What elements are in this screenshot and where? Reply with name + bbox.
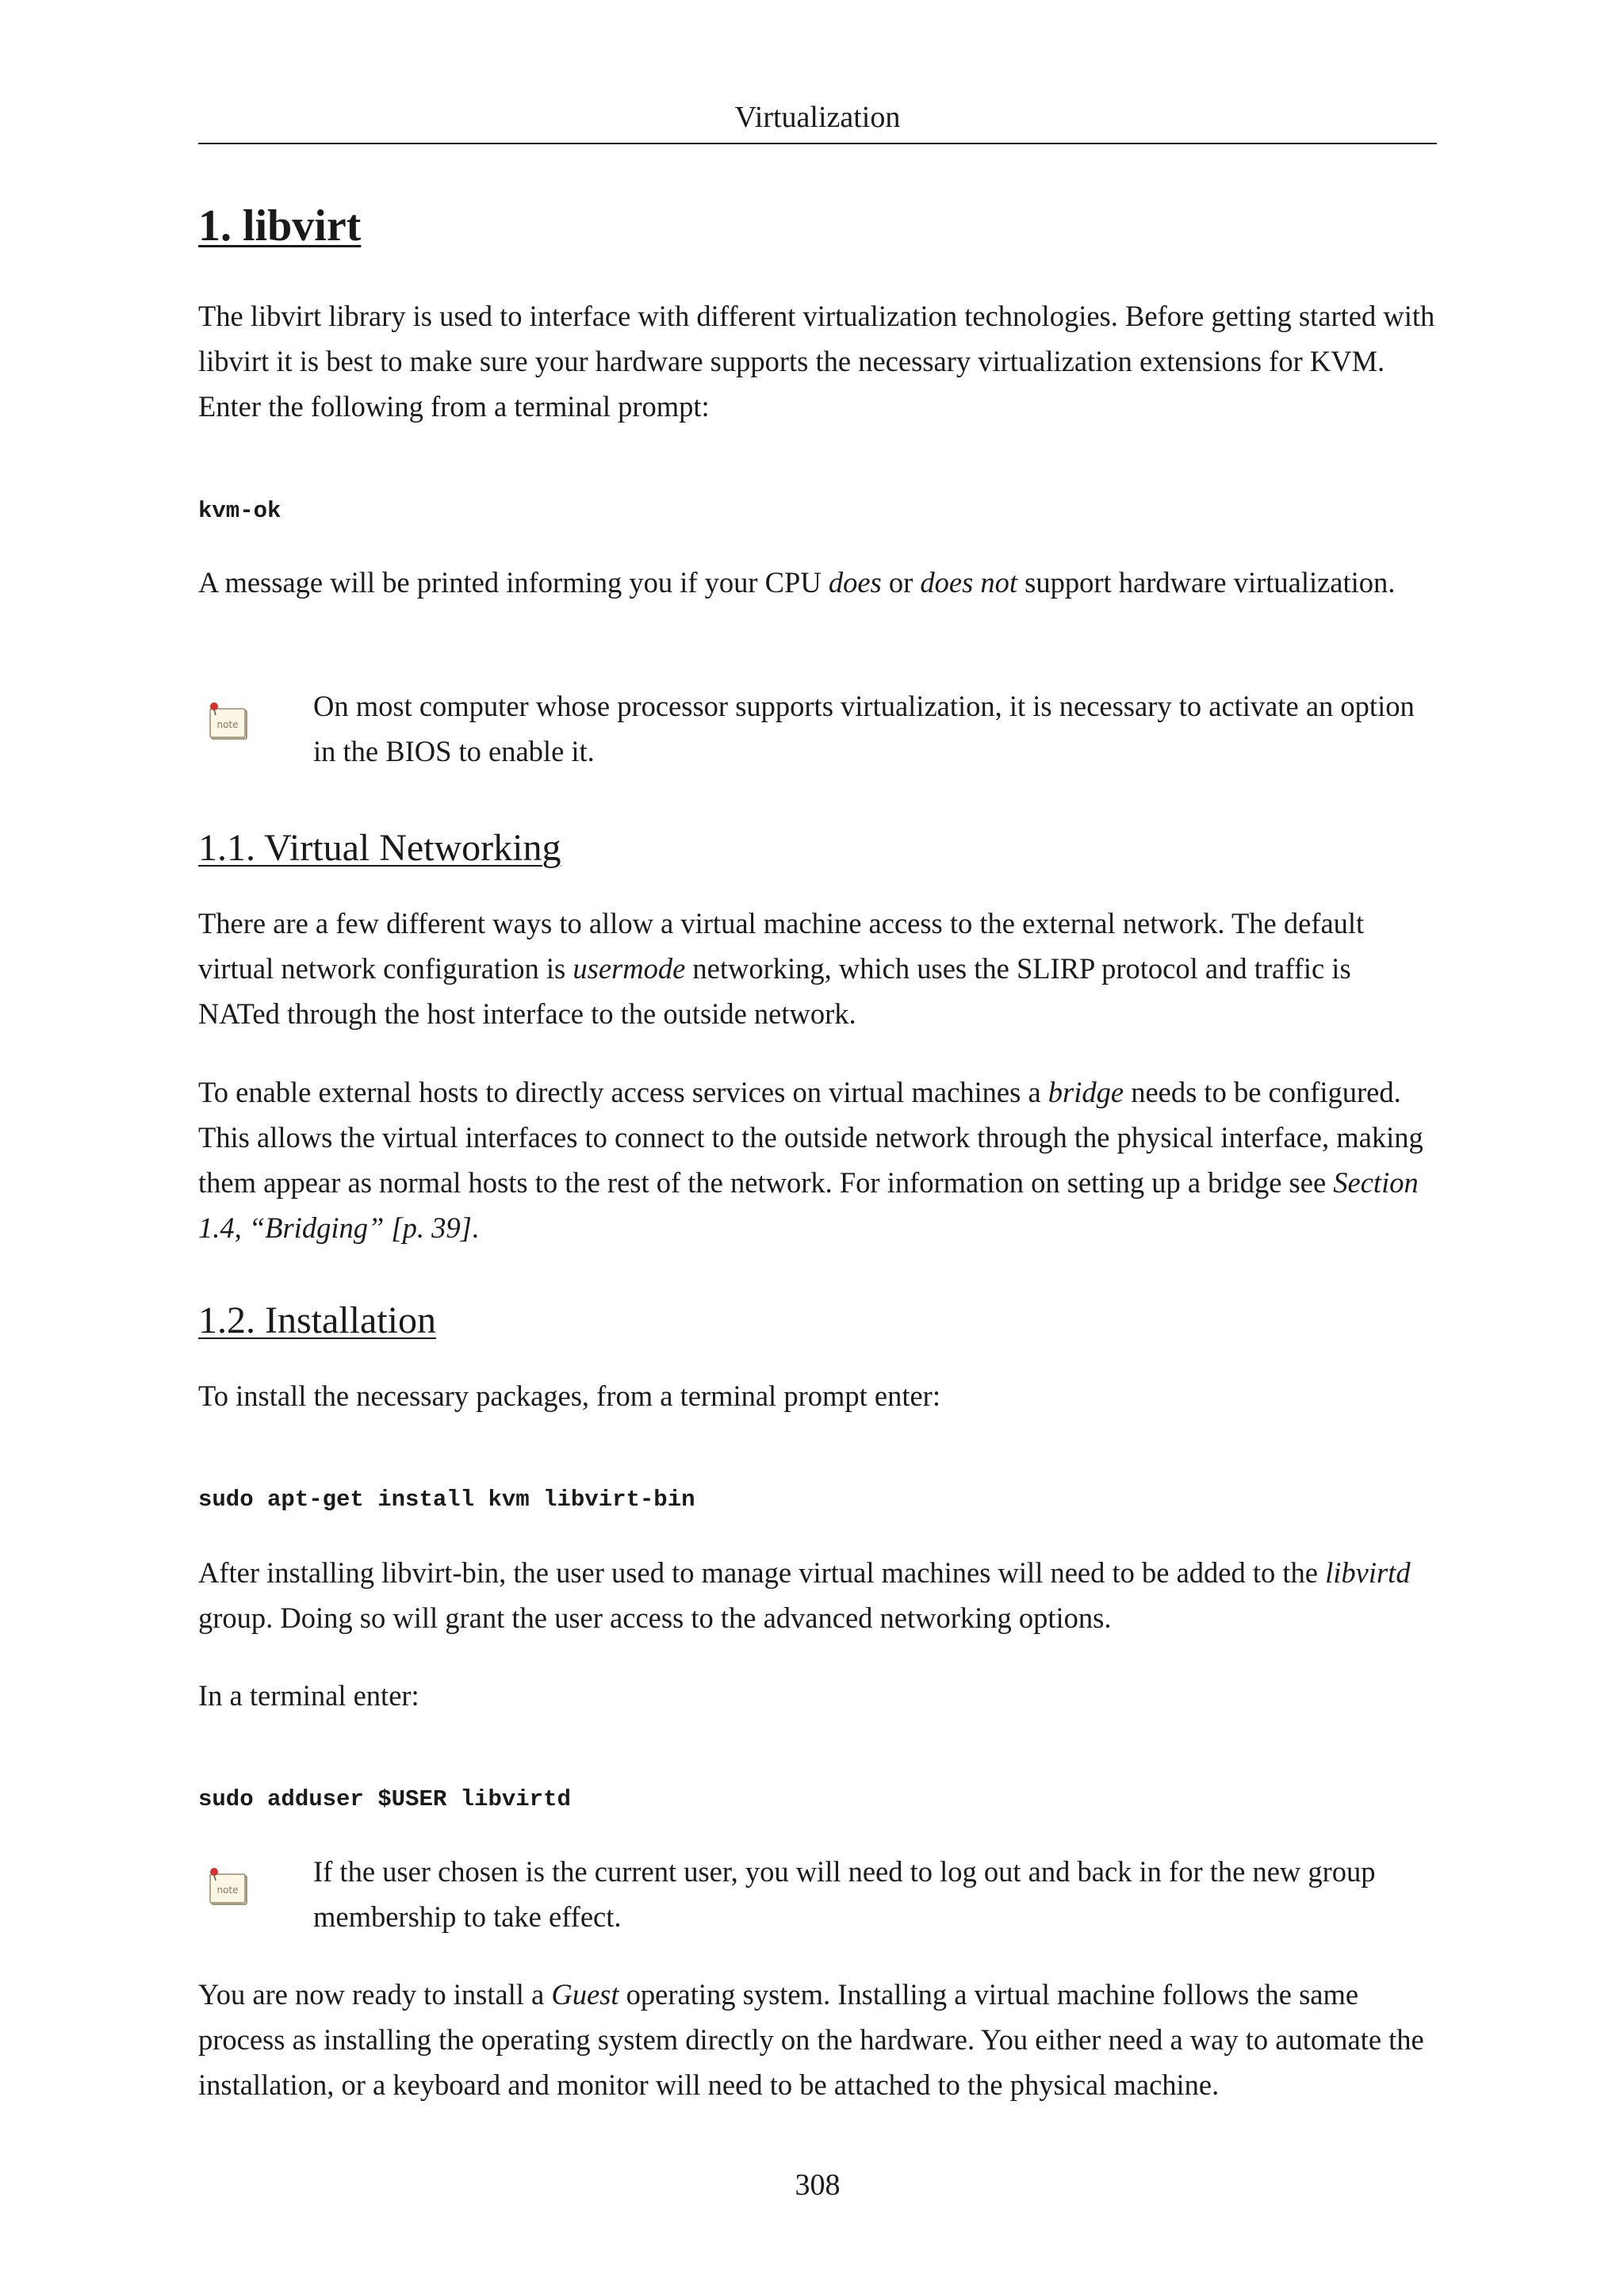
document-page [198,0,1437,2296]
note-logout-text: If the user chosen is the current user, you will need to log out and back in for the new group membership to take effect. [313,1855,1376,1933]
networking-paragraph-2: To enable external hosts to directly access services on virtual machines a bridge needs to be configured. This allows the virtual interfaces to connect to the outside network through the physical interface, making them appear as normal hosts to the rest of the network. For information on setting up a bridge see Section 1.4, “Bridging” [p. 39]. [198,1076,1423,1244]
intro-paragraph: The libvirt library is used to interface with different virtualization technologies. Before getting started with libvirt it is best to make sure your hardware supports the necessary virtualization extensions for KVM. Enter the following from a terminal prompt: [198,300,1435,423]
code-kvm-ok: kvm-ok [198,498,282,524]
install-paragraph-1: To install the necessary packages, from a terminal prompt enter: [198,1380,940,1412]
install-paragraph-4: You are now ready to install a Guest operating system. Installing a virtual machine follows the same process as installing the operating system directly on the hardware. You either need a way to automate the installation, or a keyboard and monitor will need to be attached to the physical machine. [198,1978,1424,2101]
section-title: 1. libvirt [198,201,362,251]
svg-text:note: note [216,1885,239,1896]
note-icon [206,699,251,744]
networking-paragraph-1: There are a few different ways to allow a virtual machine access to the external network. The default virtual network configuration is usermode networking, which uses the SLIRP protocol and traffic is NATed through the host interface to the outside network. [198,907,1365,1030]
bridging-xref-link[interactable]: Section 1.4, “Bridging” [p. 39] [198,1166,1419,1244]
page-number: 308 [795,2168,841,2202]
svg-text:note: note [216,719,239,730]
code-apt-get: sudo apt-get install kvm libvirt-bin [198,1487,695,1513]
running-header: Virtualization [734,101,901,134]
install-paragraph-2: After installing libvirt-bin, the user used to manage virtual machines will need to be added to the libvirtd group. Doing so will grant the user access to the advanced networking options. [198,1556,1411,1634]
code-adduser: sudo adduser $USER libvirtd [198,1786,571,1812]
cpu-support-paragraph: A message will be printed informing you if your CPU does or does not support hardware virtualization. [198,566,1396,599]
install-paragraph-3: In a terminal enter: [198,1679,419,1712]
note-icon [206,1865,251,1909]
note-bios-text: On most computer whose processor supports virtualization, it is necessary to activate an option in the BIOS to enable it. [313,690,1415,767]
subsection-title-installation: 1.2. Installation [198,1299,436,1341]
header-rule [198,143,1437,144]
subsection-title-networking: 1.1. Virtual Networking [198,827,561,869]
